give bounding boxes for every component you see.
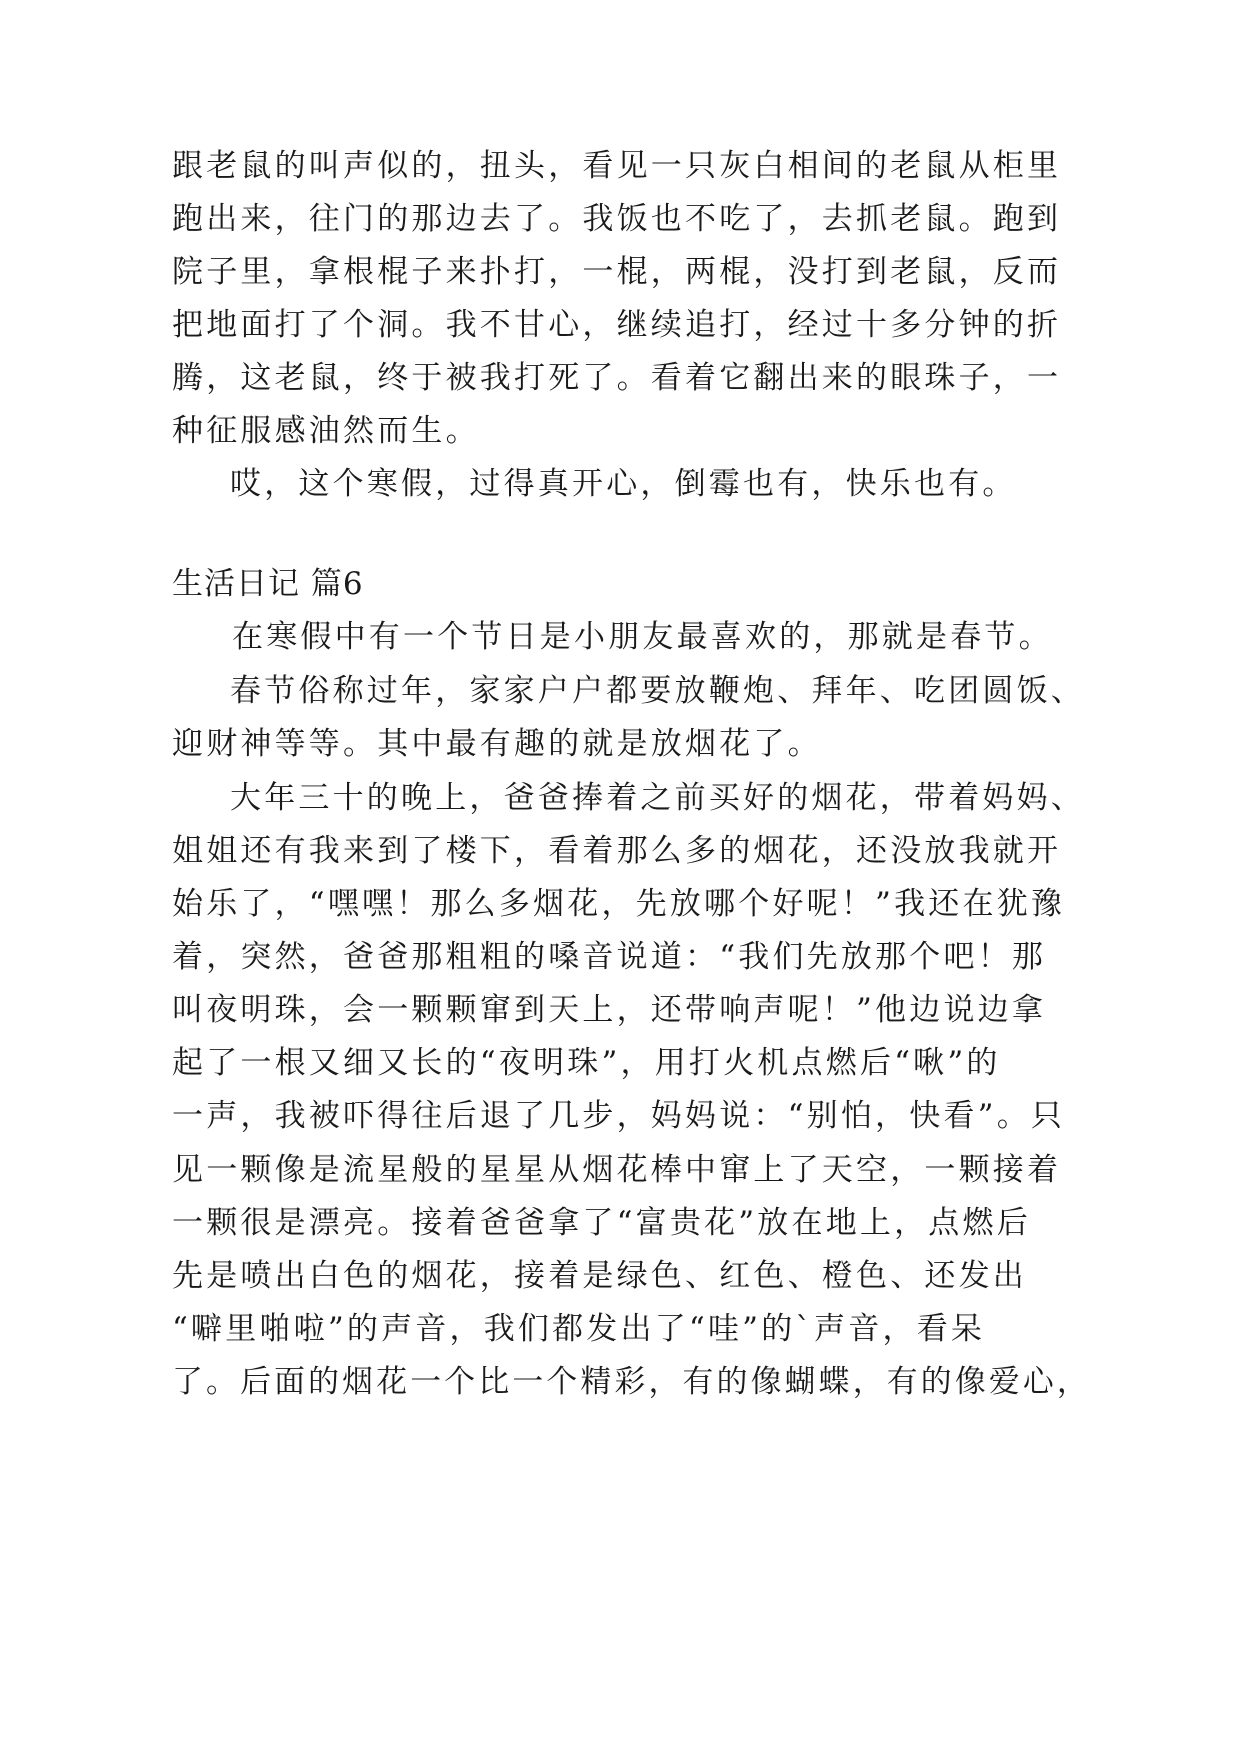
text-line: 一声，我被吓得往后退了几步，妈妈说：“别怕，快看”。只: [172, 1098, 1066, 1134]
text-line: 种征服感油然而生。: [172, 413, 480, 449]
text-line: 着，突然，爸爸那粗粗的嗓音说道：“我们先放那个吧！那: [172, 939, 1047, 975]
text-line: “噼里啪啦”的声音，我们都发出了“哇”的`声音，看呆: [172, 1311, 986, 1347]
text-line: 一颗很是漂亮。接着爸爸拿了“富贵花”放在地上，点燃后: [172, 1205, 1031, 1241]
text-line: 跟老鼠的叫声似的，扭头，看见一只灰白相间的老鼠从柜里: [172, 148, 1062, 184]
closing-line: 哎，这个寒假，过得真开心，倒霉也有，快乐也有。: [230, 466, 1017, 502]
text-line: 把地面打了个洞。我不甘心，继续追打，经过十多分钟的折: [172, 307, 1062, 343]
text-line: 迎财神等等。其中最有趣的就是放烟花了。: [172, 726, 822, 762]
text-line: 起了一根又细又长的“夜明珠”，用打火机点燃后“啾”的: [172, 1045, 1001, 1081]
text-line: 见一颗像是流星般的星星从烟花棒中窜上了天空，一颗接着: [172, 1152, 1062, 1188]
text-line: 院子里，拿根棍子来扑打，一棍，两棍，没打到老鼠，反而: [172, 254, 1062, 290]
text-line: 在寒假中有一个节日是小朋友最喜欢的，那就是春节。: [232, 619, 1053, 655]
text-line: 大年三十的晚上，爸爸捧着之前买好的烟花，带着妈妈、: [230, 780, 1085, 816]
text-line: 叫夜明珠，会一颗颗窜到天上，还带响声呢！”他边说边拿: [172, 992, 1047, 1028]
text-line: 始乐了，“嘿嘿！那么多烟花，先放哪个好呢！”我还在犹豫: [172, 886, 1066, 922]
section-title: 生活日记 篇6: [172, 566, 364, 602]
text-line: 春节俗称过年，家家户户都要放鞭炮、拜年、吃团圆饭、: [230, 673, 1085, 709]
text-line: 腾，这老鼠，终于被我打死了。看着它翻出来的眼珠子，一: [172, 360, 1062, 396]
text-line: 姐姐还有我来到了楼下，看着那么多的烟花，还没放我就开: [172, 833, 1062, 869]
text-line: 先是喷出白色的烟花，接着是绿色、红色、橙色、还发出: [172, 1258, 1027, 1294]
text-line: 了。后面的烟花一个比一个精彩，有的像蝴蝶，有的像爱心，: [172, 1364, 1091, 1400]
text-line: 跑出来，往门的那边去了。我饭也不吃了，去抓老鼠。跑到: [172, 201, 1062, 237]
